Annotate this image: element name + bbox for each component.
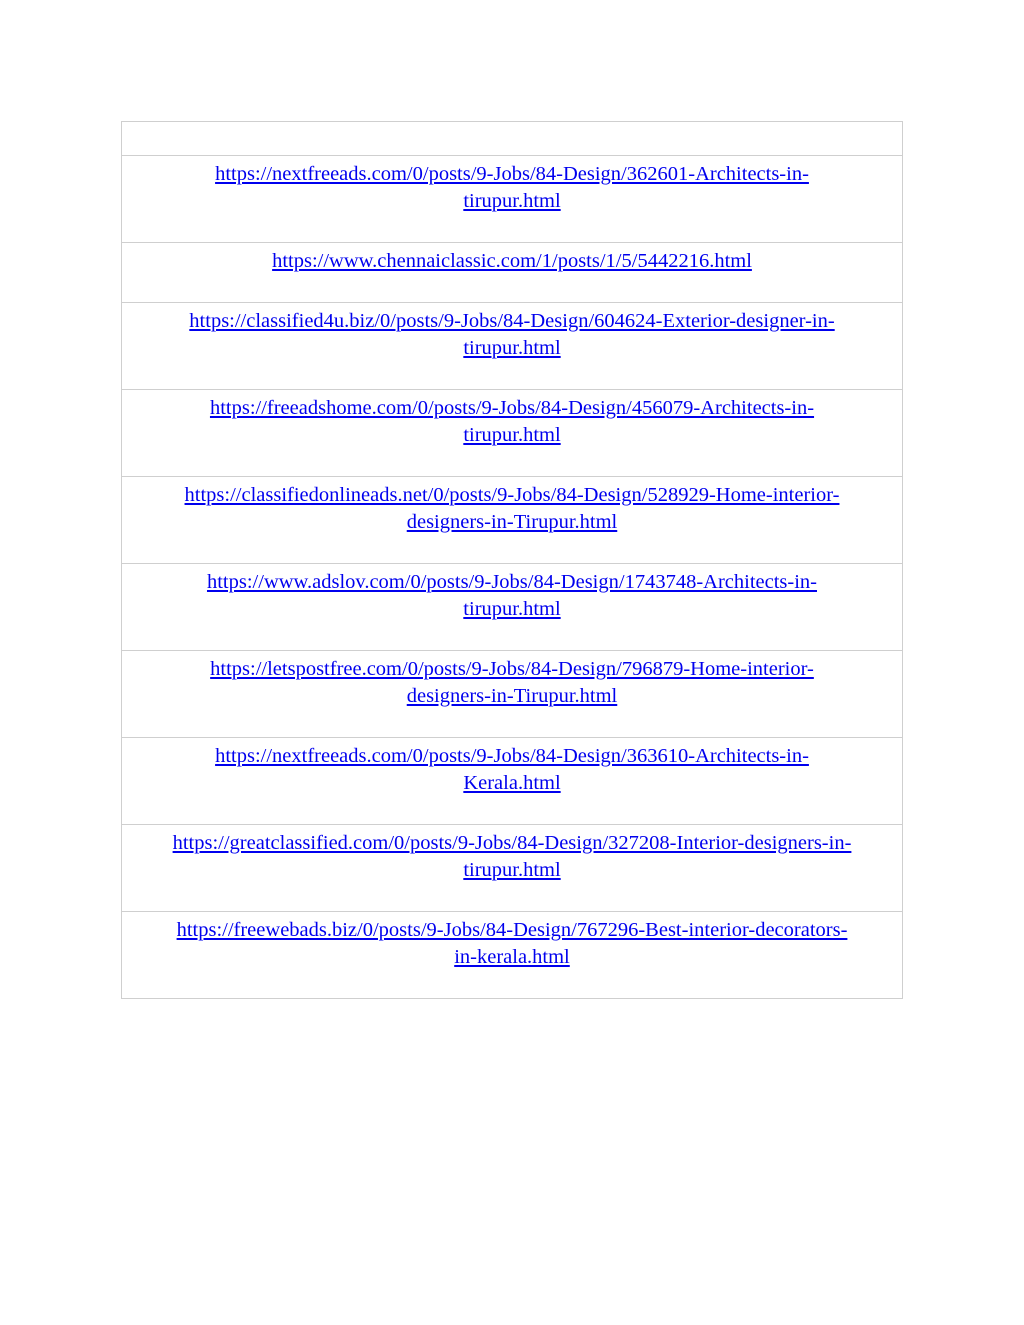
link-line-1: https://classifiedonlineads.net/0/posts/9-Jobs/84-Design/528929-Home-interior- (184, 484, 840, 506)
link-greatclassified-interior-designers[interactable] (173, 830, 852, 884)
link-line-1: https://freewebads.biz/0/posts/9-Jobs/84-Design/767296-Best-interior-decorators- (176, 919, 848, 941)
table-row (122, 650, 902, 737)
table-row (122, 389, 902, 476)
link-line-2: tirupur.html (463, 190, 561, 212)
link-letspostfree-home-interior[interactable] (210, 656, 814, 710)
table-row (122, 155, 902, 242)
link-line-1: https://nextfreeads.com/0/posts/9-Jobs/84-Design/363610-Architects-in- (215, 745, 809, 767)
link-line-1: https://greatclassified.com/0/posts/9-Jobs/84-Design/327208-Interior-designers-in- (172, 832, 852, 854)
link-line-2: Kerala.html (463, 772, 561, 794)
table-row (122, 476, 902, 563)
link-line-1: https://nextfreeads.com/0/posts/9-Jobs/84-Design/362601-Architects-in- (215, 163, 809, 185)
link-classified4u-exterior-designer[interactable] (189, 308, 834, 362)
table-row (122, 911, 902, 998)
link-freewebads-interior-decorators[interactable] (177, 917, 848, 971)
link-nextfreeads-architects-tirupur[interactable] (215, 161, 809, 215)
link-adslov-architects[interactable] (207, 569, 817, 623)
link-line-2: tirupur.html (463, 424, 561, 446)
link-line-2: tirupur.html (463, 598, 561, 620)
links-table (121, 121, 903, 999)
link-line-2: designers-in-Tirupur.html (406, 685, 618, 707)
table-row (122, 824, 902, 911)
link-line-2: in-kerala.html (454, 946, 570, 968)
link-line-1: https://www.adslov.com/0/posts/9-Jobs/84-Design/1743748-Architects-in- (206, 571, 817, 593)
link-line-1: https://classified4u.biz/0/posts/9-Jobs/84-Design/604624-Exterior-designer-in- (189, 310, 835, 332)
table-row (122, 242, 902, 302)
link-line-2: designers-in-Tirupur.html (406, 511, 618, 533)
link-chennaiclassic[interactable] (272, 248, 752, 275)
link-classifiedonlineads-home-interior[interactable] (185, 482, 840, 536)
link-line-2: tirupur.html (463, 859, 561, 881)
link-line-1: https://freeadshome.com/0/posts/9-Jobs/84-Design/456079-Architects-in- (209, 397, 815, 419)
table-row (122, 302, 902, 389)
link-freeadshome-architects[interactable] (210, 395, 814, 449)
link-line-1: https://letspostfree.com/0/posts/9-Jobs/84-Design/796879-Home-interior- (210, 658, 814, 680)
link-nextfreeads-architects-kerala[interactable] (215, 743, 809, 797)
table-row (122, 737, 902, 824)
empty-header-row (122, 122, 902, 155)
table-row (122, 563, 902, 650)
link-line-2: tirupur.html (463, 337, 561, 359)
link-line-1: https://www.chennaiclassic.com/1/posts/1/5/5442216.html (272, 250, 752, 272)
